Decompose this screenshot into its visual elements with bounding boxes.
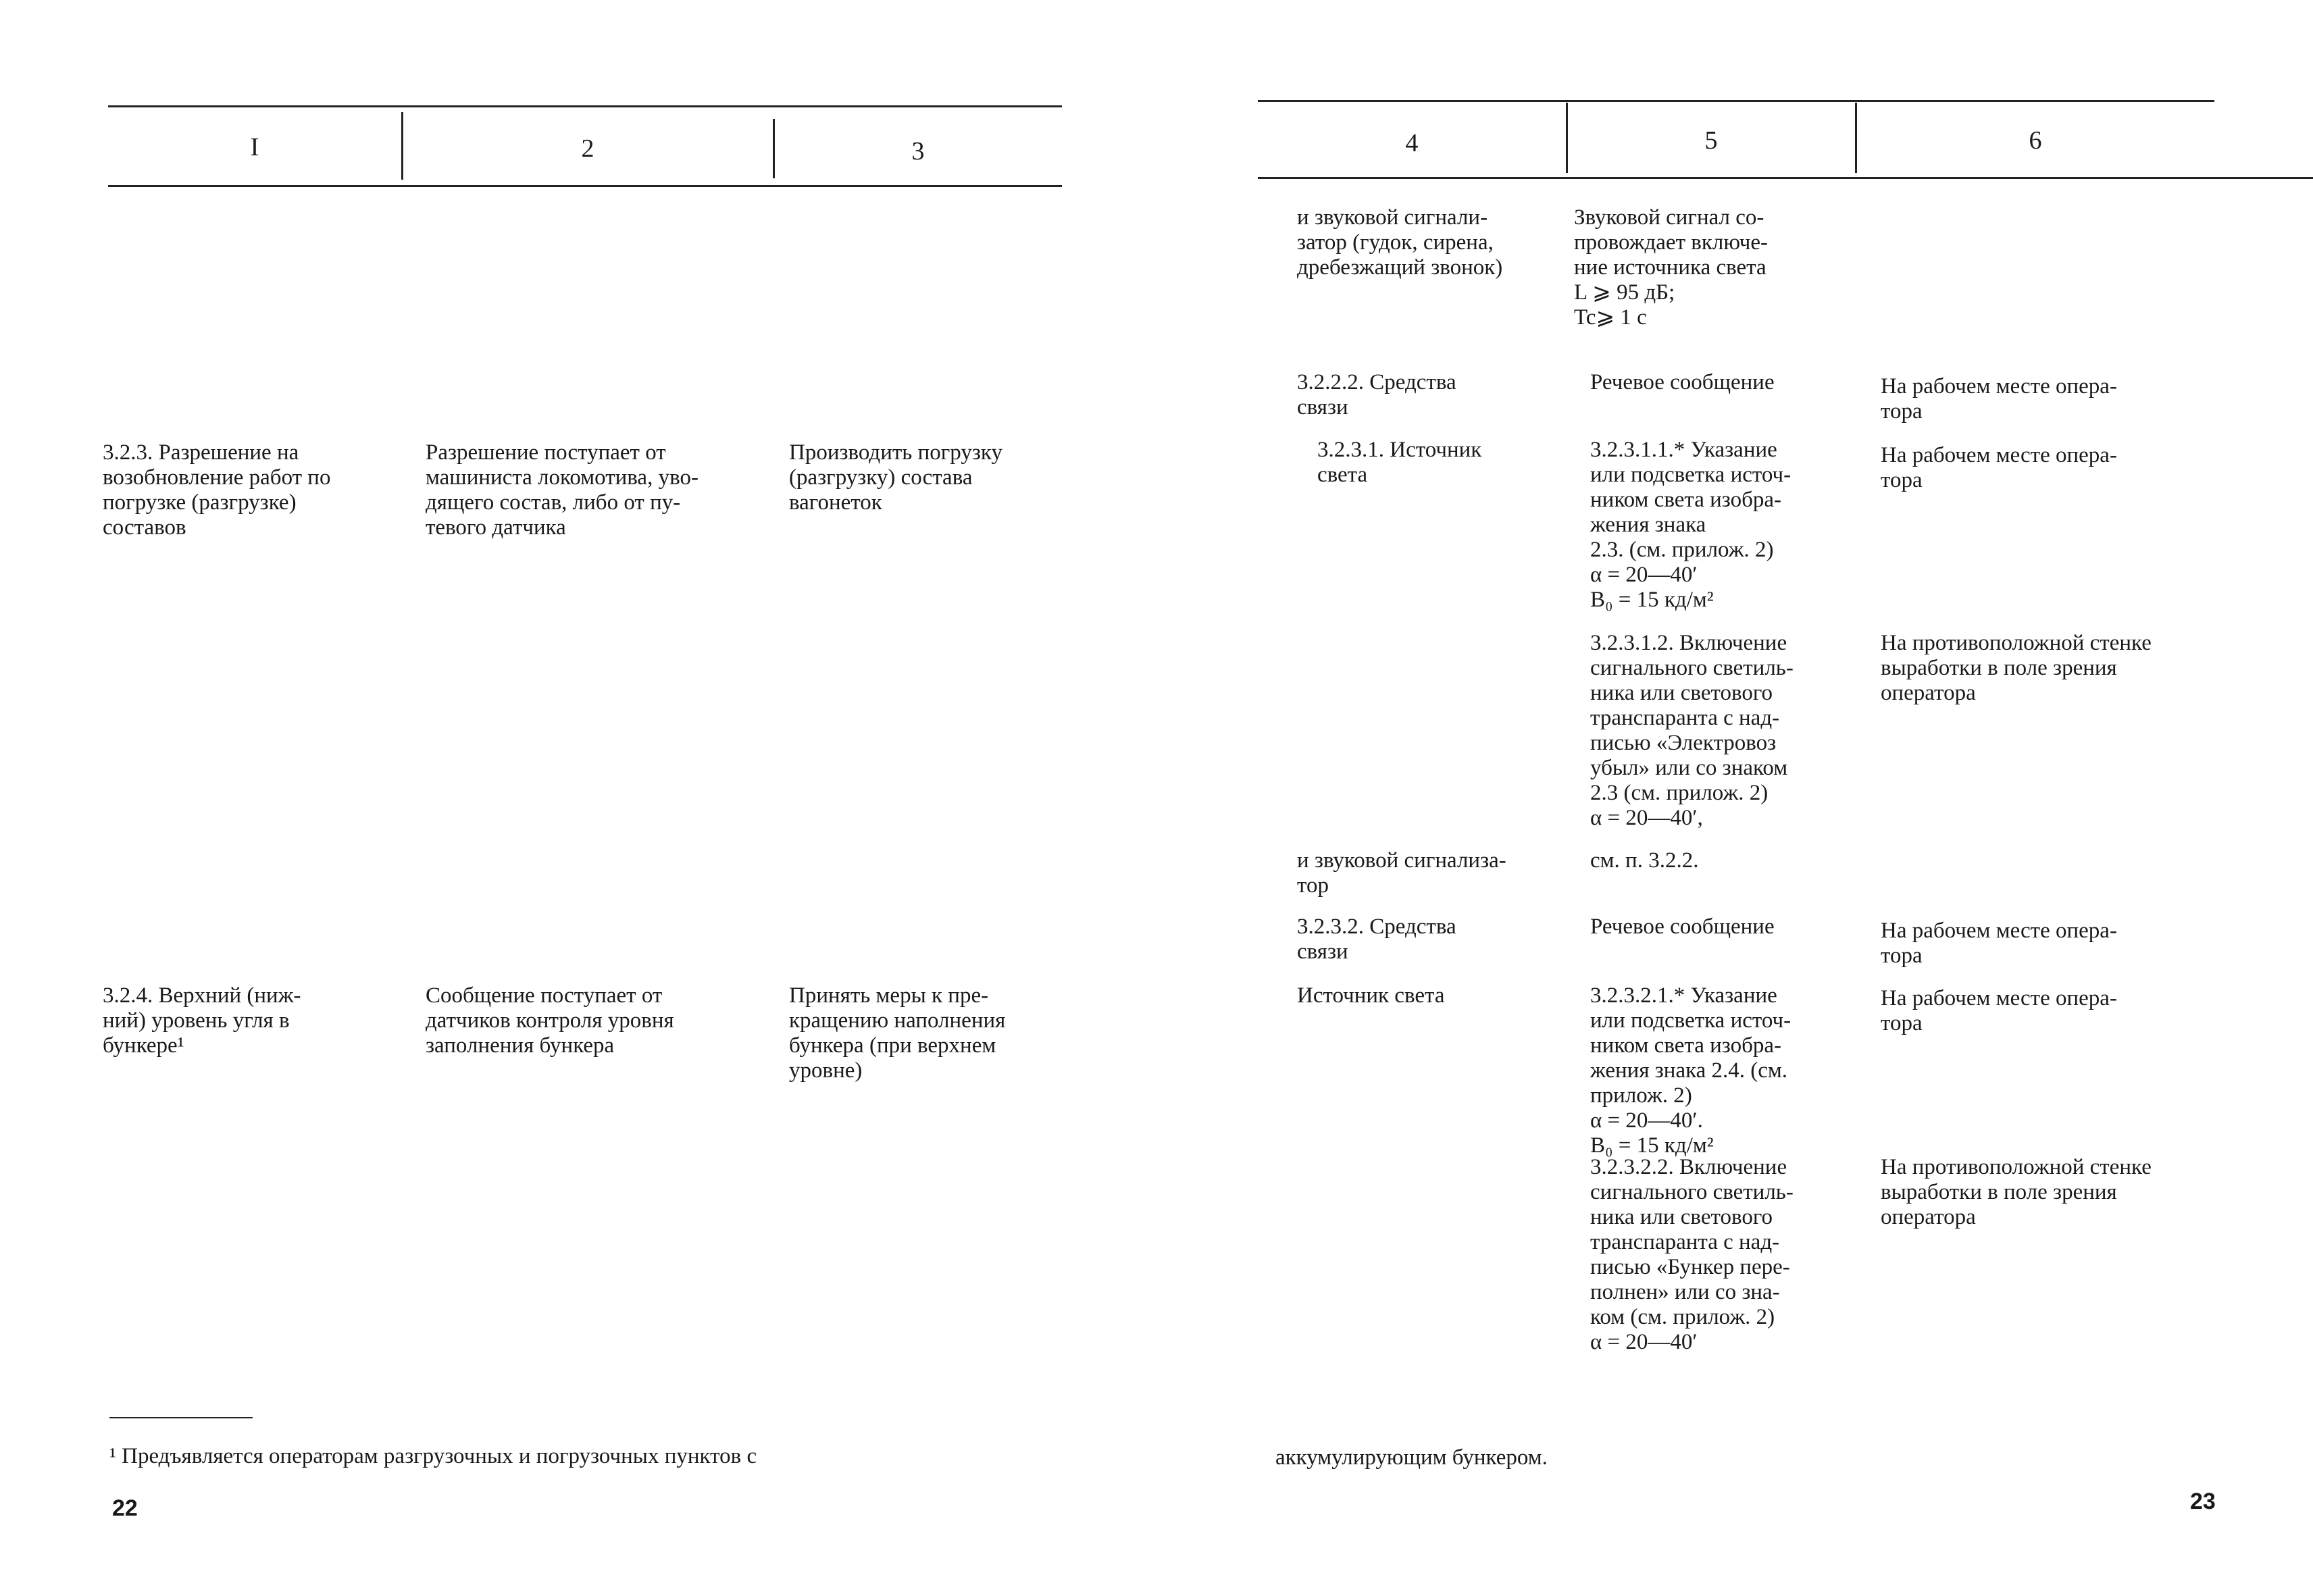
cell-speech-message: Речевое сообщение [1590,370,1775,394]
row-3-2-4-description: Сообщение поступает от датчиков контроля уровня заполнения бункера [426,983,674,1058]
cell-operator-workplace: На рабочем месте опера- тора [1881,374,2117,423]
cell-opposite-wall: На противоположной стенке выработки в поле зрения оператора [1881,631,2152,705]
row-3-2-4-action: Принять меры к пре- кращению наполнения бункера (при верхнем уровне) [789,983,1006,1083]
right-page [1156,0,2313,1596]
cell-3-2-2-2: 3.2.2.2. Средства связи [1297,370,1456,419]
table-header-rule [108,185,1062,187]
row-3-2-3-action: Производить погрузку (разгрузку) состава вагонеток [789,440,1002,515]
column-header-2: 2 [581,134,594,163]
row-3-2-4-event: 3.2.4. Верхний (ниж- ний) уровень угля в бункере¹ [103,983,301,1058]
column-header-4: 4 [1405,129,1419,157]
cell-operator-workplace: На рабочем месте опера- тора [1881,919,2117,968]
column-header-6: 6 [2029,126,2042,155]
table-top-rule [108,105,1062,107]
cell-sound-signal-desc: Звуковой сигнал со- провождает включе- ние источника света L ⩾ 95 дБ; Tc⩾ 1 с [1574,205,1768,330]
table-header-rule [1258,177,2313,179]
column-header-3: 3 [911,137,925,165]
table-top-rule [1258,100,2214,102]
cell-sound-signal-device-2: и звуковой сигнализа- тор [1297,848,1506,898]
cell-3-2-3-2-1: 3.2.3.2.1.* Указание или подсветка источ- ником света изобра- жения знака 2.4. (см. прилож. 2) α = 20—40′. B₀ = 15 кд/м² [1590,983,1791,1158]
row-3-2-3-event: 3.2.3. Разрешение на возобновление работ по погрузке (разгрузке) составов [103,440,331,540]
cell-speech-message-2: Речевое сообщение [1590,915,1775,939]
cell-opposite-wall: На противоположной стенке выработки в поле зрения оператора [1881,1155,2152,1229]
footnote-continuation: аккумулирующим бункером. [1275,1445,1548,1470]
column-header-5: 5 [1704,126,1718,155]
footnote: ¹ Предъявляется операторам разгрузочных и погрузочных пунктов с [109,1444,757,1468]
column-header-1: I [250,133,259,161]
page-number-left: 22 [112,1495,138,1521]
cell-light-source: Источник света [1297,983,1445,1008]
cell-3-2-3-1: 3.2.3.1. Источник света [1317,438,1482,487]
left-page [0,0,1156,1596]
cell-3-2-3-1-2: 3.2.3.1.2. Включение сигнального светиль- ника или светового транспаранта с над- писью «Электровоз убыл» или со знаком 2.3 (см. прилож. 2) α = 20—40′, [1590,631,1794,830]
cell-3-2-3-1-1: 3.2.3.1.1.* Указание или подсветка источ- ником света изобра- жения знака 2.3. (см. прилож. 2) α = 20—40′ B₀ = 15 кд/м² [1590,438,1791,612]
cell-3-2-3-2-2: 3.2.3.2.2. Включение сигнального светиль- ника или светового транспаранта с над- писью «Бункер пере- полнен» или со зна- ком (см. прилож. 2) α = 20—40′ [1590,1155,1794,1354]
cell-operator-workplace: На рабочем месте опера- тора [1881,986,2117,1035]
cell-3-2-3-2: 3.2.3.2. Средства связи [1297,915,1456,964]
cell-operator-workplace: На рабочем месте опера- тора [1881,443,2117,492]
cell-sound-signal-device: и звуковой сигнали- затор (гудок, сирена, дребезжащий звонок) [1297,205,1503,280]
row-3-2-3-description: Разрешение поступает от машиниста локомотива, уво- дящего состав, либо от пу- тевого датчика [426,440,698,540]
footnote-rule [109,1417,253,1418]
page-number-right: 23 [2190,1489,2216,1514]
cell-see-3-2-2: см. п. 3.2.2. [1590,848,1699,873]
